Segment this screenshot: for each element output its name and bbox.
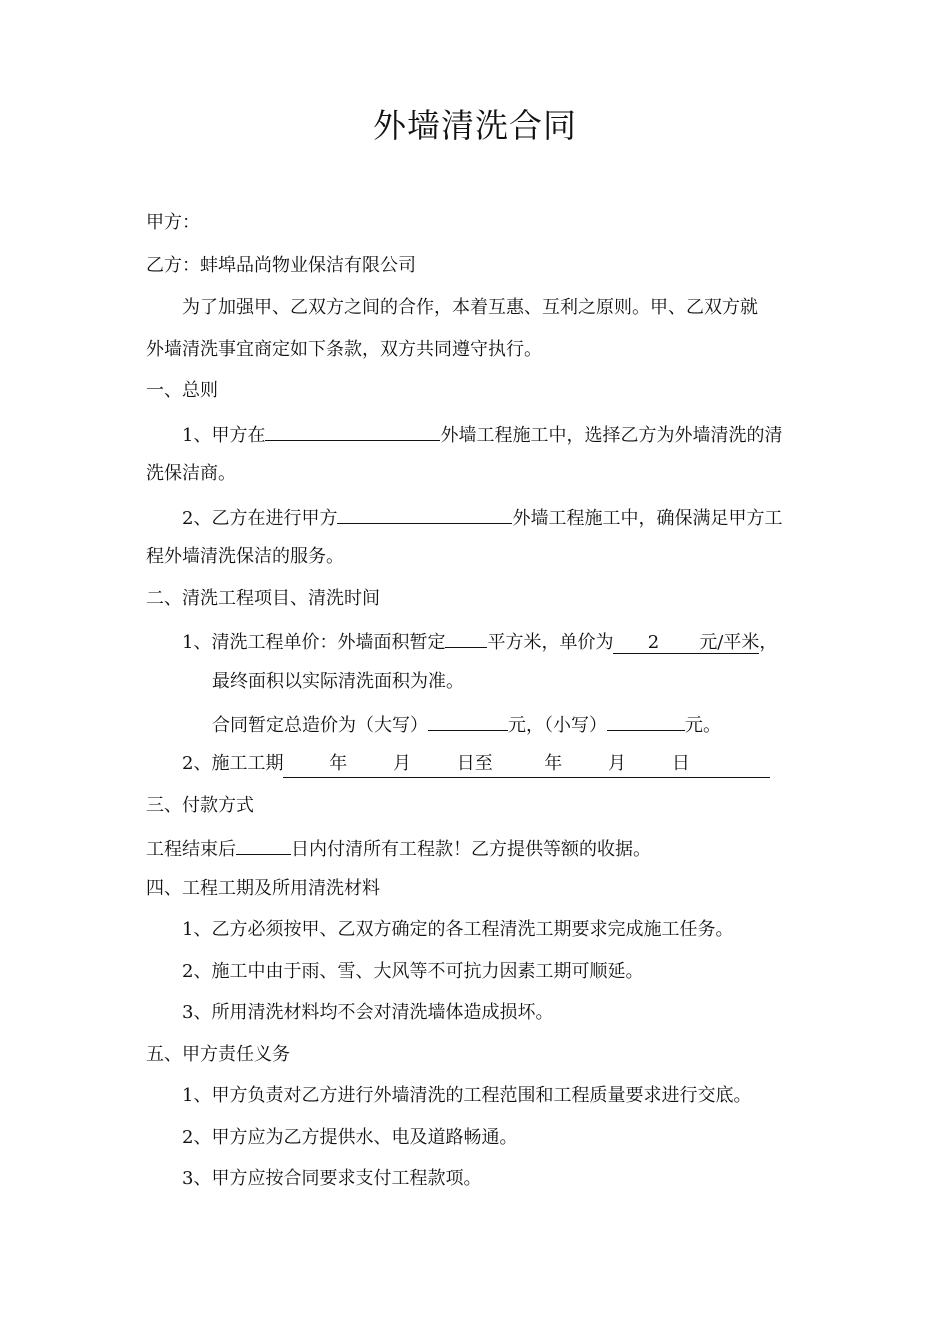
section-5-item-3: 3、甲方应按合同要求支付工程款项。 — [182, 1168, 482, 1189]
item-text: ， — [759, 632, 778, 653]
unit-price-value: 2 — [647, 632, 660, 653]
unit-label: 元/平米 — [699, 632, 760, 653]
item-text: 元。 — [685, 715, 721, 736]
section-1-item-1 — [182, 420, 782, 449]
section-3-heading: 三、付款方式 — [146, 795, 254, 816]
intro-paragraph-line-1: 为了加强甲、乙双方之间的合作，本着互惠、互利之原则。甲、乙双方就 — [182, 297, 758, 318]
total-uppercase-blank[interactable] — [428, 710, 508, 731]
section-2-item-1-cont: 最终面积以实际清洗面积为准。 — [212, 671, 464, 692]
section-1-item-2 — [182, 503, 782, 532]
party-a-line: 甲方： — [146, 212, 200, 233]
section-4-item-3: 3、所用清洗材料均不会对清洗墙体造成损坏。 — [182, 1002, 554, 1023]
party-b-line: 乙方：蚌埠品尚物业保洁有限公司 — [146, 255, 416, 276]
section-5-item-1: 1、甲方负责对乙方进行外墙清洗的工程范围和工程质量要求进行交底。 — [182, 1085, 752, 1106]
item-text: 工程结束后 — [146, 839, 236, 860]
section-1-item-2-cont: 程外墙清洗保洁的服务。 — [146, 546, 344, 567]
section-4-heading: 四、工程工期及所用清洗材料 — [146, 878, 380, 899]
section-1-item-1-cont: 洗保洁商。 — [146, 463, 236, 484]
unit-price-field[interactable] — [613, 632, 759, 654]
item-text: 日内付清所有工程款！乙方提供等额的收据。 — [291, 839, 651, 860]
item-text: 平方米，单价为 — [487, 632, 614, 653]
item-text: 外墙工程施工中，确保满足甲方工 — [512, 508, 783, 529]
payment-days-blank[interactable] — [236, 834, 291, 855]
section-4-item-2: 2、施工中由于雨、雪、大风等不可抗力因素工期可顺延。 — [182, 961, 644, 982]
document-title: 外墙清洗合同 — [373, 106, 577, 145]
project-name-blank[interactable] — [265, 420, 440, 441]
item-text: 元，（小写） — [508, 715, 607, 736]
item-text: 外墙工程施工中，选择乙方为外墙清洗的清 — [440, 425, 783, 446]
section-3-text — [146, 834, 651, 863]
project-name-blank-2[interactable] — [337, 503, 512, 524]
section-5-item-2: 2、甲方应为乙方提供水、电及道路畅通。 — [182, 1127, 518, 1148]
section-4-item-1: 1、乙方必须按甲、乙双方确定的各工程清洗工期要求完成施工任务。 — [182, 919, 734, 940]
section-2-item-1 — [182, 627, 777, 656]
item-text: 合同暂定总造价为（大写） — [212, 715, 428, 736]
construction-period-field[interactable] — [283, 751, 770, 778]
area-blank[interactable] — [445, 627, 487, 648]
total-price-line — [212, 710, 721, 739]
total-numeric-blank[interactable] — [607, 710, 685, 731]
section-5-heading: 五、甲方责任义务 — [146, 1044, 290, 1065]
item-text: 2、乙方在进行甲方 — [182, 508, 338, 529]
section-2-heading: 二、清洗工程项目、清洗时间 — [146, 588, 380, 609]
intro-paragraph-line-2: 外墙清洗事宜商定如下条款，双方共同遵守执行。 — [146, 339, 542, 360]
date-labels: 年 月 日至 年 月 日 — [329, 753, 690, 774]
section-1-heading: 一、总则 — [146, 380, 218, 401]
item-text: 1、甲方在 — [182, 425, 266, 446]
item-text: 1、清洗工程单价：外墙面积暂定 — [182, 632, 446, 653]
section-2-item-2 — [182, 751, 770, 778]
item-text: 2、施工工期 — [182, 753, 284, 774]
